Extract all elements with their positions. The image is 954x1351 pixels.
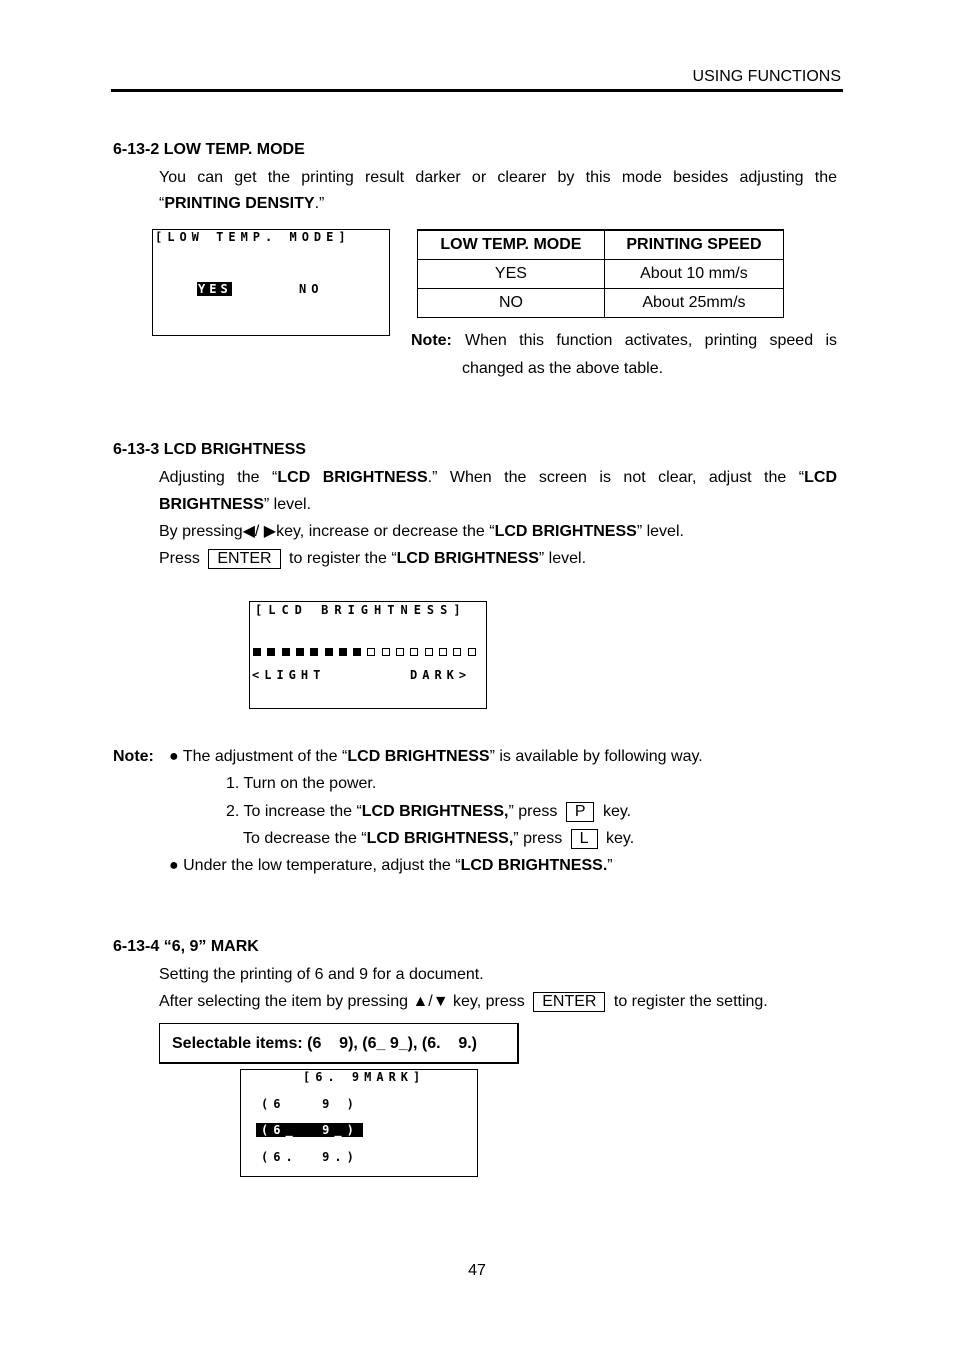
lcd-option-no: NO [299, 282, 324, 296]
left-right-arrow-icons: ◀/ ▶ [242, 523, 277, 540]
printing-speed-table [417, 229, 784, 318]
selectable-items-text: Selectable items: (6 9), (6_ 9_), (6. 9.) [172, 1035, 478, 1052]
lcd-option-2-selected: (6_ 9_) [256, 1123, 363, 1137]
section-heading-lcd-brightness: 6-13-3 LCD BRIGHTNESS [113, 441, 306, 458]
table-header-cell: PRINTING SPEED [604, 230, 783, 260]
table-cell: NO [418, 289, 605, 318]
note-text-line2: changed as the above table. [462, 360, 664, 377]
brightness-level-segment [367, 648, 375, 656]
header-rule [111, 89, 843, 92]
lcd-low-temp-screen [152, 229, 390, 336]
table-header-cell: LOW TEMP. MODE [418, 230, 605, 260]
low-temp-desc-line1: You can get the printing result darker or clearer by this mode besides adjusting the [159, 169, 837, 186]
brightness-level-segment [396, 648, 404, 656]
selectable-items-box [159, 1023, 519, 1064]
table-row [418, 289, 784, 318]
lcd-title: [LCD BRIGHTNESS] [255, 603, 467, 617]
note2-step3: To decrease the “LCD BRIGHTNESS,” press L key. [243, 830, 635, 847]
brightness-level-segment [296, 648, 304, 656]
lcd-dark-label: DARK> [410, 668, 472, 682]
section-heading-low-temp: 6-13-2 LOW TEMP. MODE [113, 141, 305, 158]
lcd-title: [6. 9MARK] [303, 1070, 426, 1084]
brightness-line2: BRIGHTNESS” level. [159, 496, 312, 513]
table-cell: About 10 mm/s [604, 260, 783, 289]
lcd-option-1: (6 9 ) [261, 1097, 359, 1111]
note2-bullet1: ● The adjustment of the “LCD BRIGHTNESS” is available by following way. [169, 748, 703, 765]
lcd-69-mark-screen [240, 1069, 478, 1177]
note2-step1: 1. Turn on the power. [226, 775, 377, 792]
running-header: USING FUNCTIONS [692, 68, 841, 85]
note-label: Note: [411, 332, 452, 349]
brightness-level-segment [453, 648, 461, 656]
lcd-title: [LOW TEMP. MODE] [155, 230, 351, 244]
brightness-line1: Adjusting the “LCD BRIGHTNESS.” When the screen is not clear, adjust the “LCD [159, 469, 837, 486]
page-number: 47 [468, 1262, 486, 1279]
lcd-light-label: <LIGHT [252, 668, 326, 682]
brightness-level-segment [310, 648, 318, 656]
low-temp-desc-line2: “PRINTING DENSITY.” [159, 195, 325, 212]
note2-bullet2: ● Under the low temperature, adjust the “LCD BRIGHTNESS.” [169, 857, 613, 874]
l-key: L [571, 829, 598, 849]
brightness-line4: Press ENTER to register the “LCD BRIGHTNESS” level. [159, 550, 587, 567]
table-cell: YES [418, 260, 605, 289]
mark-line2: After selecting the item by pressing ▲/▼ key, press ENTER to register the setting. [159, 993, 768, 1010]
enter-key: ENTER [208, 549, 280, 569]
lcd-option-yes: YES [198, 282, 232, 296]
brightness-level-segment [339, 648, 347, 656]
brightness-level-segment [267, 648, 275, 656]
table-row [418, 260, 784, 289]
note2-label: Note: [113, 748, 154, 765]
brightness-level-segment [353, 648, 361, 656]
table-cell: About 25mm/s [604, 289, 783, 318]
table-header-row [418, 230, 784, 260]
enter-key: ENTER [533, 992, 605, 1012]
brightness-level-segment [282, 648, 290, 656]
brightness-level-segment [325, 648, 333, 656]
mark-line1: Setting the printing of 6 and 9 for a document. [159, 966, 484, 983]
section-heading-69-mark: 6-13-4 “6, 9” MARK [113, 938, 259, 955]
brightness-level-segment [468, 648, 476, 656]
p-key: P [566, 802, 595, 822]
lcd-option-3: (6. 9.) [261, 1150, 359, 1164]
brightness-level-segment [425, 648, 433, 656]
brightness-line3: By pressing◀/ ▶key, increase or decrease the “LCD BRIGHTNESS” level. [159, 523, 684, 540]
brightness-level-segment [410, 648, 418, 656]
note-text-line1: When this function activates, printing speed is [465, 332, 837, 349]
brightness-level-segment [382, 648, 390, 656]
note2-step2: 2. To increase the “LCD BRIGHTNESS,” press P key. [226, 803, 632, 820]
brightness-level-segment [253, 648, 261, 656]
brightness-level-segment [439, 648, 447, 656]
